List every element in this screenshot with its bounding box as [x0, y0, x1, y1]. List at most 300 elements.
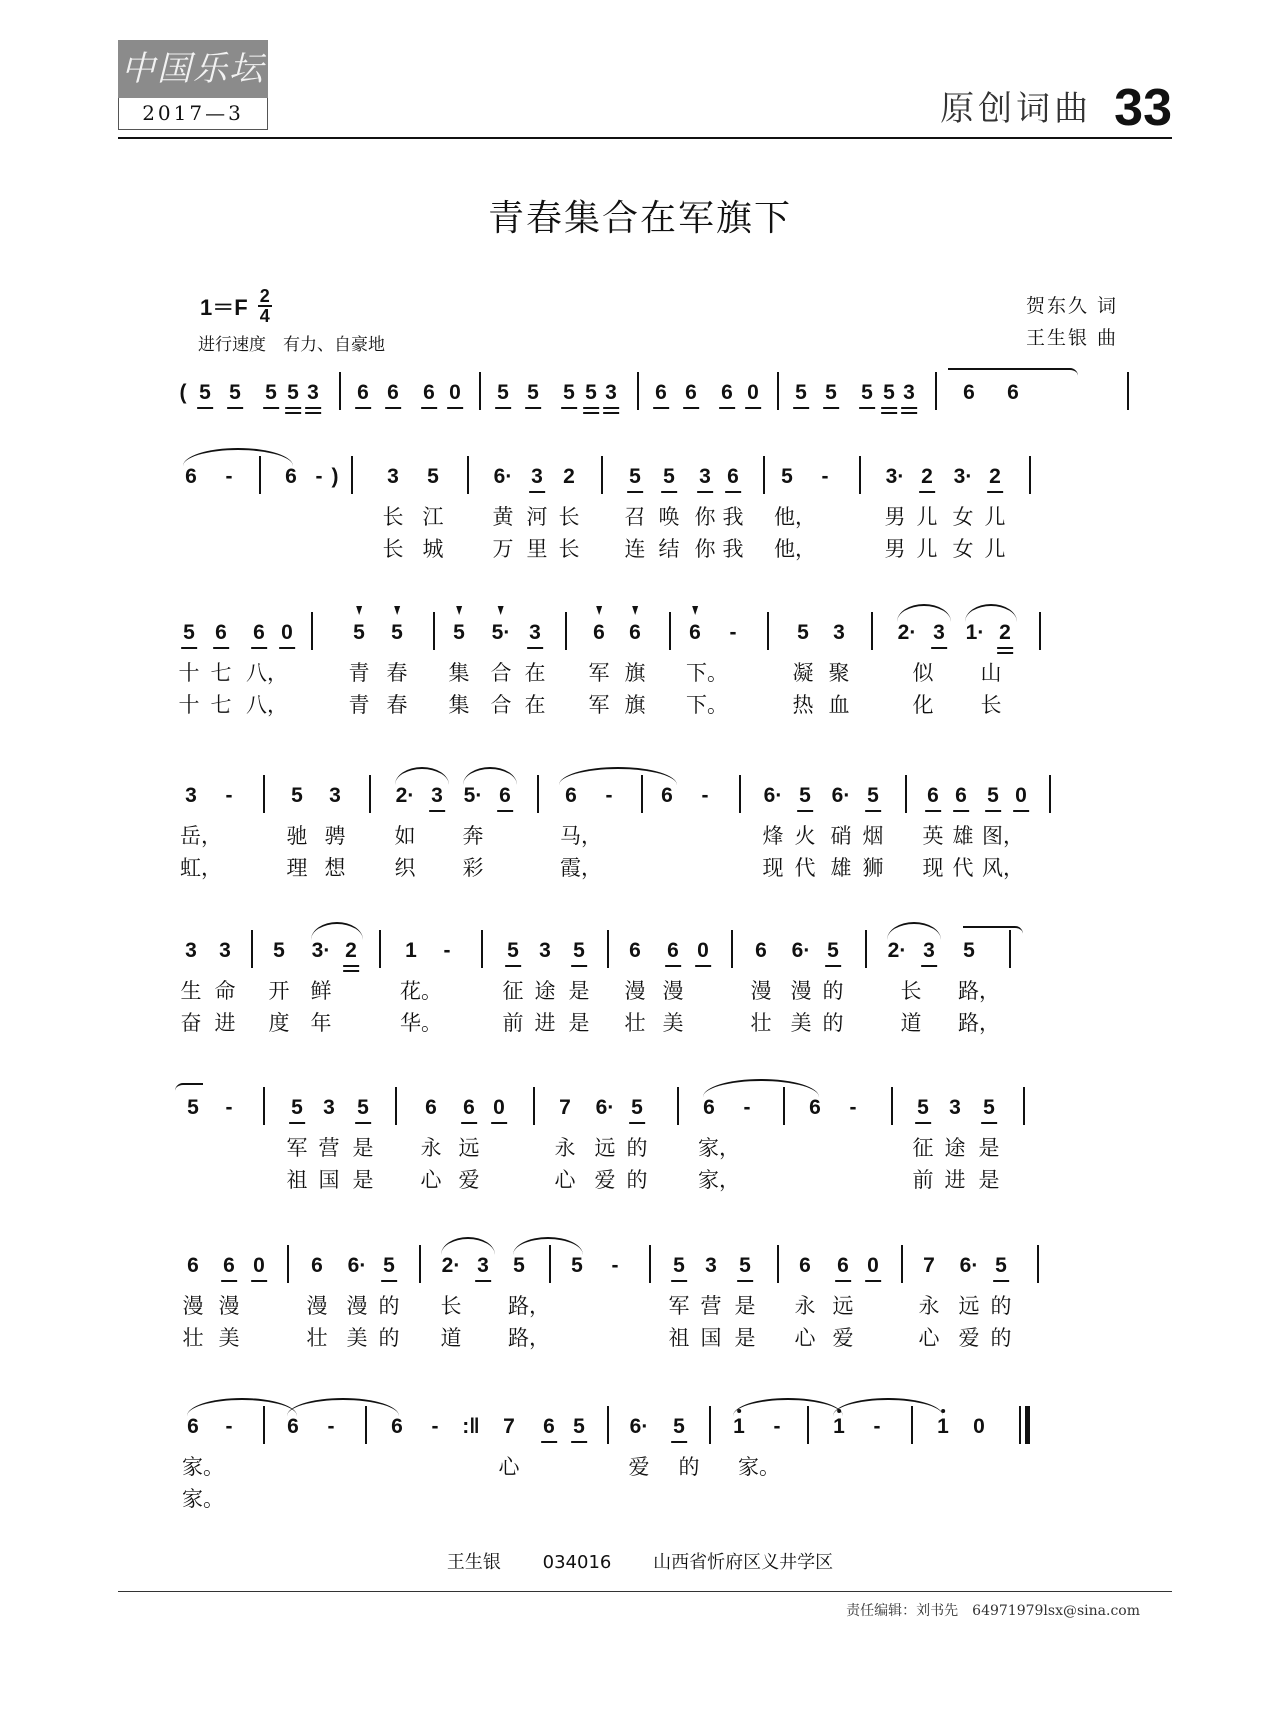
note: 5 — [383, 1254, 395, 1277]
lyric-syllable: 漫 — [306, 1294, 328, 1318]
lyric-syllable: 儿 — [984, 505, 1006, 529]
lyric-syllable: 壮 — [624, 1011, 646, 1035]
note: 6 — [685, 381, 697, 404]
lyric-syllable: 华。 — [400, 1011, 442, 1035]
lyric-syllable: 是 — [734, 1326, 756, 1350]
lyric-syllable: 家， — [698, 1136, 740, 1160]
barline — [537, 775, 539, 813]
lyric-syllable: 长 — [558, 537, 580, 561]
note: 3 — [833, 621, 845, 644]
note: 6 — [357, 381, 369, 404]
note: 3 — [307, 381, 319, 404]
tie-slur — [395, 767, 449, 785]
barline — [739, 775, 741, 813]
lyric-syllable: 营 — [700, 1294, 722, 1318]
note: 6· — [629, 1415, 649, 1438]
lyric-syllable: 美 — [218, 1326, 240, 1350]
accent-mark — [456, 606, 462, 615]
tie-continues — [963, 926, 1023, 938]
note: 2· — [887, 939, 907, 962]
lyric-syllable: 岳， — [180, 824, 222, 848]
lyric-syllable: 十 — [178, 693, 200, 717]
dash-extension: - — [225, 784, 233, 807]
note: 0 — [867, 1254, 879, 1277]
lyric-syllable: 男 — [884, 537, 906, 561]
note: 5 — [797, 621, 809, 644]
lyric-syllable: 家， — [698, 1168, 740, 1192]
note: 5 — [229, 381, 241, 404]
note: 3 — [529, 621, 541, 644]
note: 5 — [453, 622, 465, 644]
lyric-syllable: 雄 — [952, 824, 974, 848]
lyric-syllable: 生 — [180, 979, 202, 1003]
lyric-syllable: 路， — [508, 1326, 550, 1350]
barline — [649, 1245, 651, 1283]
section-name: 原创词曲 — [940, 89, 1093, 129]
dash-extension: - — [225, 465, 233, 488]
lyric-syllable: 是 — [568, 979, 590, 1003]
lyric-syllable: 想 — [324, 856, 346, 880]
accent-mark — [498, 606, 504, 615]
score-system — [183, 1245, 1127, 1355]
lyric-line-2 — [180, 853, 1127, 885]
note: 6 — [703, 1096, 715, 1119]
note: 2 — [345, 939, 357, 962]
note: 3 — [185, 784, 197, 807]
lyric-syllable: 壮 — [750, 1011, 772, 1035]
barline — [419, 1245, 421, 1283]
tie-slur — [183, 448, 293, 466]
lyric-syllable: 途 — [534, 979, 556, 1003]
barline — [395, 1087, 397, 1125]
lyric-syllable: 漫 — [346, 1294, 368, 1318]
lyric-syllable: 路， — [958, 1011, 1000, 1035]
lyric-syllable: 进 — [214, 1011, 236, 1035]
lyric-syllable: 国 — [318, 1168, 340, 1192]
dash-extension: - — [315, 465, 323, 488]
lyric-syllable: 似 — [912, 661, 934, 685]
composer-credit: 王生银 曲 — [1025, 327, 1118, 349]
barline — [669, 612, 671, 650]
tie-slur — [187, 1398, 297, 1416]
lyric-syllable: 军 — [588, 661, 610, 685]
notation-line — [183, 456, 1127, 502]
note: 5 — [673, 1415, 685, 1438]
lyric-syllable: 七 — [210, 693, 232, 717]
meter-top: 2 — [259, 286, 270, 306]
lyric-syllable: 途 — [944, 1136, 966, 1160]
lyric-syllable: 远 — [958, 1294, 980, 1318]
note: 5 — [187, 1096, 199, 1119]
barline — [871, 612, 873, 650]
lyric-syllable: 爱 — [594, 1168, 616, 1192]
lyric-syllable: 万 — [492, 537, 514, 561]
note: 5 — [795, 381, 807, 404]
tie-slur — [311, 922, 363, 940]
lyric-syllable: 路， — [508, 1294, 550, 1318]
note: 7 — [559, 1096, 571, 1119]
score-system — [183, 1087, 1127, 1197]
barline — [263, 775, 265, 813]
barline — [263, 1087, 265, 1125]
note: 3· — [953, 465, 973, 488]
barline — [287, 1245, 289, 1283]
lyric-syllable: 心 — [918, 1326, 940, 1350]
note: 0 — [493, 1096, 505, 1119]
editor-credit: 责任编辑：刘书先 64971979lsx@sina.com — [846, 1603, 1140, 1619]
dash-extension: - — [773, 1415, 781, 1438]
note: 5 — [353, 622, 365, 644]
lyric-syllable: 的 — [822, 979, 844, 1003]
tie-slur — [441, 1237, 495, 1255]
lyric-syllable: 女 — [952, 537, 974, 561]
lyric-syllable: 风， — [982, 856, 1024, 880]
note: 5 — [781, 465, 793, 488]
lyric-syllable: 国 — [700, 1326, 722, 1350]
note: 6· — [347, 1254, 367, 1277]
lyric-line-1 — [183, 502, 1127, 534]
lyric-syllable: 你 — [694, 537, 716, 561]
lyric-line-2 — [180, 1008, 1127, 1040]
lyric-syllable: 道 — [440, 1326, 462, 1350]
lyric-syllable: 漫 — [182, 1294, 204, 1318]
lyric-syllable: 军 — [668, 1294, 690, 1318]
barline — [1039, 612, 1041, 650]
lyric-syllable: 年 — [310, 1011, 332, 1035]
section-header — [940, 74, 1172, 137]
lyric-syllable: 永 — [918, 1294, 940, 1318]
barline — [709, 1406, 711, 1444]
lyric-syllable: 他， — [774, 537, 816, 561]
lyric-syllable: 雄 — [830, 856, 852, 880]
lyric-syllable: 虹， — [180, 856, 222, 880]
key-label: 1＝F — [200, 294, 248, 320]
score-system — [180, 930, 1127, 1040]
note: 5 — [983, 1096, 995, 1119]
barline — [777, 1245, 779, 1283]
barline — [1049, 775, 1051, 813]
lyric-syllable: 是 — [352, 1136, 374, 1160]
note: 6 — [689, 622, 701, 644]
author-name: 王生银 — [446, 1552, 501, 1573]
author-address — [0, 1548, 1280, 1574]
lyric-syllable: 长 — [440, 1294, 462, 1318]
lyric-syllable: 是 — [352, 1168, 374, 1192]
barline — [467, 456, 469, 494]
note: 5 — [673, 1254, 685, 1277]
lyric-syllable: 山 — [980, 661, 1002, 685]
lyric-line-1 — [183, 1291, 1127, 1323]
note: 6 — [799, 1254, 811, 1277]
lyric-syllable: 壮 — [182, 1326, 204, 1350]
note: 3 — [539, 939, 551, 962]
lyric-syllable: 城 — [422, 537, 444, 561]
lyric-syllable: 美 — [346, 1326, 368, 1350]
lyric-syllable: 的 — [678, 1455, 700, 1479]
score-system — [180, 775, 1127, 885]
time-signature — [258, 287, 272, 325]
note: 3· — [885, 465, 905, 488]
lyric-line-1 — [178, 658, 1127, 690]
lyric-syllable: 儿 — [916, 505, 938, 529]
note: 1 — [405, 939, 417, 962]
lyric-syllable: 河 — [526, 505, 548, 529]
note: 6 — [837, 1254, 849, 1277]
note: 5 — [995, 1254, 1007, 1277]
note: 5 — [867, 784, 879, 807]
note: 0 — [253, 1254, 265, 1277]
lyric-syllable: 春 — [386, 661, 408, 685]
tempo-marking: 进行速度 有力、自豪地 — [198, 335, 385, 355]
score-system — [183, 456, 1127, 566]
lyric-syllable: 驰 — [286, 824, 308, 848]
lyric-syllable: 壮 — [306, 1326, 328, 1350]
lyric-syllable: 爱 — [458, 1168, 480, 1192]
note: 5 — [739, 1254, 751, 1277]
note: 6 — [1007, 381, 1019, 404]
barline — [351, 456, 353, 494]
note: 3· — [311, 939, 331, 962]
note: 7 — [923, 1254, 935, 1277]
barline — [533, 1087, 535, 1125]
accent-mark — [692, 606, 698, 615]
lyric-syllable: 长 — [558, 505, 580, 529]
lyric-syllable: 是 — [978, 1168, 1000, 1192]
barline — [607, 1406, 609, 1444]
barline — [479, 372, 481, 410]
lyric-syllable: 八， — [246, 693, 288, 717]
dash-extension: - — [701, 784, 709, 807]
lyric-syllable: 彩 — [462, 856, 484, 880]
barline — [865, 930, 867, 968]
note: 5· — [463, 784, 483, 807]
note: 5· — [492, 622, 511, 644]
dash-extension: - — [327, 1415, 335, 1438]
notation-line — [183, 775, 1127, 821]
magazine-logo: 中国乐坛 — [118, 40, 268, 98]
lyric-syllable: 长 — [382, 505, 404, 529]
note: 0 — [1015, 784, 1027, 807]
lyric-syllable: 合 — [490, 661, 512, 685]
lyric-syllable: 里 — [526, 537, 548, 561]
lyric-line-1 — [183, 1452, 1127, 1484]
note: 2· — [441, 1254, 461, 1277]
tie-slur — [965, 604, 1017, 622]
lyric-syllable: 的 — [378, 1294, 400, 1318]
barline — [1029, 456, 1031, 494]
tie-slur — [833, 1398, 943, 1416]
lyric-syllable: 祖 — [286, 1168, 308, 1192]
lyric-syllable: 开 — [268, 979, 290, 1003]
note: 5 — [273, 939, 285, 962]
note: 5 — [291, 784, 303, 807]
note: 5 — [391, 622, 403, 644]
note: 6 — [311, 1254, 323, 1277]
lyric-line-1 — [180, 976, 1127, 1008]
note: 6 — [285, 465, 297, 488]
note: 5 — [199, 381, 211, 404]
lyric-line-2 — [183, 534, 1127, 566]
lyric-syllable: 心 — [420, 1168, 442, 1192]
lyric-syllable: 远 — [832, 1294, 854, 1318]
lyric-syllable: 我 — [722, 537, 744, 561]
note: 5 — [861, 381, 873, 404]
note: 5 — [265, 381, 277, 404]
tie-slur — [463, 767, 517, 785]
lyric-syllable: 在 — [524, 661, 546, 685]
lyric-syllable: 召 — [624, 505, 646, 529]
lyric-syllable: 命 — [214, 979, 236, 1003]
lyric-line-2 — [183, 1165, 1127, 1197]
note: 6 — [809, 1096, 821, 1119]
tie-continued — [175, 1083, 203, 1095]
barline — [251, 930, 253, 968]
header-rule — [118, 137, 1172, 139]
lyric-syllable: 八， — [246, 661, 288, 685]
barline — [601, 456, 603, 494]
note: 6 — [185, 465, 197, 488]
note: 1 — [733, 1416, 745, 1438]
note: 7 — [503, 1415, 515, 1438]
key-signature — [200, 287, 272, 325]
barline — [859, 456, 861, 494]
note: 0 — [449, 381, 461, 404]
note: 5 — [573, 1415, 585, 1438]
lyric-syllable: 祖 — [668, 1326, 690, 1350]
lyric-syllable: 在 — [524, 693, 546, 717]
note: 6 — [287, 1415, 299, 1438]
lyric-syllable: 如 — [394, 824, 416, 848]
note: 6· — [831, 784, 851, 807]
lyric-line-2 — [183, 1323, 1127, 1355]
note: 6· — [959, 1254, 979, 1277]
lyric-syllable: 长 — [900, 979, 922, 1003]
issue-number: 2017—3 — [118, 98, 268, 130]
final-barline — [1025, 1406, 1030, 1444]
note: 3 — [329, 784, 341, 807]
dash-extension: - — [743, 1096, 751, 1119]
barline — [1019, 1406, 1021, 1444]
barline — [763, 456, 765, 494]
dash-extension: - — [849, 1096, 857, 1119]
lyric-syllable: 远 — [458, 1136, 480, 1160]
note: 3 — [219, 939, 231, 962]
lyric-syllable: 前 — [912, 1168, 934, 1192]
lyric-syllable: 长 — [980, 693, 1002, 717]
lyric-syllable: 是 — [568, 1011, 590, 1035]
lyric-syllable: 远 — [594, 1136, 616, 1160]
barline — [777, 372, 779, 410]
note: 6 — [387, 381, 399, 404]
note: 5 — [573, 939, 585, 962]
notation-line — [183, 1406, 1127, 1452]
lyric-syllable: 旗 — [624, 661, 646, 685]
note: 2· — [897, 621, 917, 644]
lyric-syllable: 他， — [774, 505, 816, 529]
note: 6 — [629, 939, 641, 962]
lyric-syllable: 奔 — [462, 824, 484, 848]
lyric-syllable: 漫 — [790, 979, 812, 1003]
lyric-syllable: 硝 — [830, 824, 852, 848]
note: 6 — [463, 1096, 475, 1119]
accent-mark — [394, 606, 400, 615]
lyric-syllable: 儿 — [916, 537, 938, 561]
note: 3 — [699, 465, 711, 488]
lyric-syllable: 征 — [912, 1136, 934, 1160]
lyric-syllable: 血 — [828, 693, 850, 717]
note: 5 — [291, 1096, 303, 1119]
lyric-syllable: 漫 — [662, 979, 684, 1003]
note: 3 — [933, 621, 945, 644]
note: 6 — [499, 784, 511, 807]
note: 1 — [833, 1416, 845, 1438]
note: 6 — [667, 939, 679, 962]
note: 2 — [921, 465, 933, 488]
lyric-syllable: 家。 — [738, 1455, 780, 1479]
address: 山西省忻府区义井学区 — [653, 1552, 834, 1573]
dash-extension: - — [431, 1415, 439, 1438]
lyric-syllable: 化 — [912, 693, 934, 717]
note: 3 — [605, 381, 617, 404]
lyric-syllable: 织 — [394, 856, 416, 880]
note: 6 — [423, 381, 435, 404]
note: 6· — [763, 784, 783, 807]
note: 6 — [187, 1254, 199, 1277]
note: 5 — [357, 1096, 369, 1119]
note: 6 — [955, 784, 967, 807]
lyric-syllable: 下。 — [686, 661, 728, 685]
barline — [891, 1087, 893, 1125]
note: 6 — [215, 621, 227, 644]
lyric-syllable: 心 — [554, 1168, 576, 1192]
barline — [433, 612, 435, 650]
note: 6 — [543, 1415, 555, 1438]
meter-bottom: 4 — [259, 306, 270, 326]
note: 2 — [563, 465, 575, 488]
lyric-syllable: 的 — [626, 1136, 648, 1160]
barline — [339, 372, 341, 410]
lyric-syllable: 凝 — [792, 661, 814, 685]
note: 5 — [629, 465, 641, 488]
note: 2· — [395, 784, 415, 807]
barline — [901, 1245, 903, 1283]
lyric-syllable: 江 — [422, 505, 444, 529]
lyric-syllable: 十 — [178, 661, 200, 685]
lyric-syllable: 的 — [822, 1011, 844, 1035]
note: 3 — [923, 939, 935, 962]
lyric-syllable: 烟 — [862, 824, 884, 848]
note: 6 — [755, 939, 767, 962]
note: 1 — [937, 1416, 949, 1438]
bracket: ) — [331, 465, 339, 488]
lyric-syllable: 黄 — [492, 505, 514, 529]
lyric-syllable: 漫 — [218, 1294, 240, 1318]
lyric-line-1 — [183, 1133, 1127, 1165]
lyric-syllable: 爱 — [958, 1326, 980, 1350]
lyric-syllable: 的 — [990, 1326, 1012, 1350]
note: 6 — [391, 1415, 403, 1438]
note: 5 — [513, 1254, 525, 1277]
note: 6 — [727, 465, 739, 488]
note: 6 — [629, 622, 641, 644]
note: 5 — [827, 939, 839, 962]
score-system — [183, 1406, 1127, 1516]
barline — [369, 775, 371, 813]
lyric-syllable: 英 — [922, 824, 944, 848]
notation-line — [183, 1087, 1127, 1133]
lyric-syllable: 集 — [448, 661, 470, 685]
note: 5 — [799, 784, 811, 807]
